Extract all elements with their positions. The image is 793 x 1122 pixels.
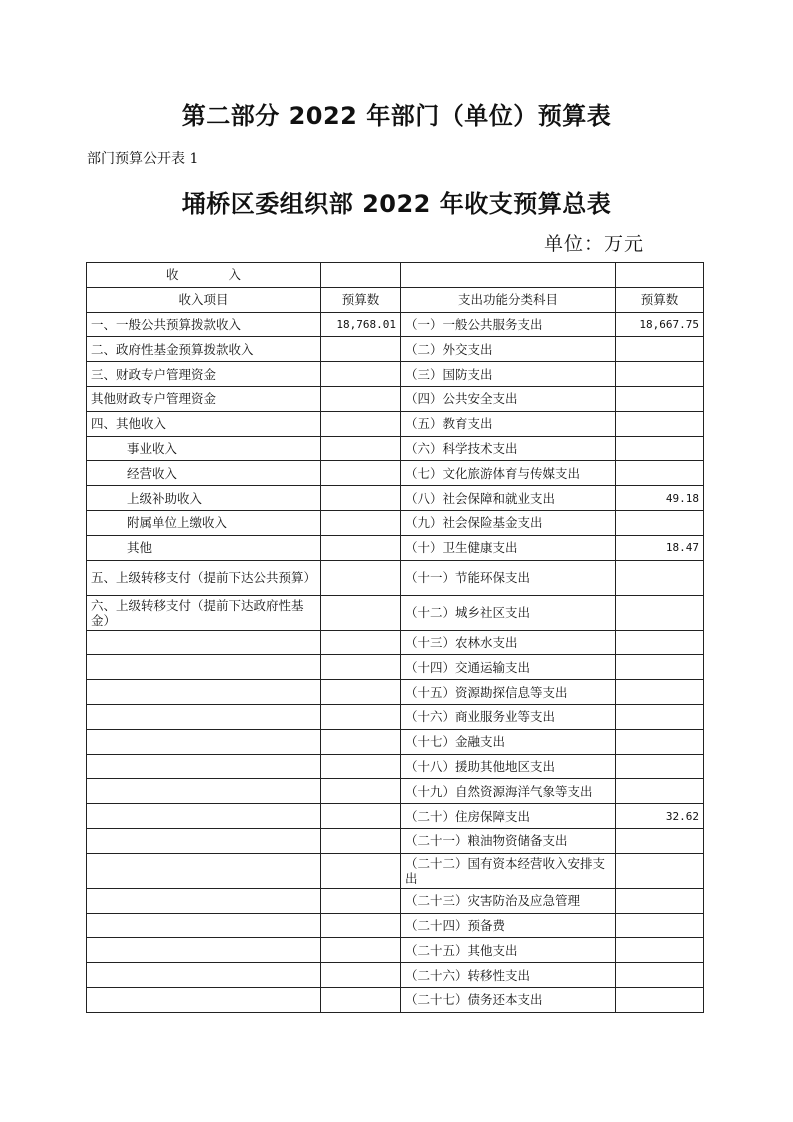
expense-amount-cell: 32.62: [616, 804, 704, 829]
income-amount-cell: [321, 729, 401, 754]
income-item-cell: 附属单位上缴收入: [87, 510, 321, 535]
income-amount-cell: [321, 655, 401, 680]
table-row: [87, 913, 704, 938]
expense-amount-cell: [616, 680, 704, 705]
income-amount-cell: [321, 595, 401, 630]
income-item-cell: [87, 804, 321, 829]
income-item-cell: [87, 828, 321, 853]
table-row: [87, 729, 704, 754]
income-amount-cell: [321, 913, 401, 938]
expense-amount-cell: [616, 963, 704, 988]
expense-amount-cell: [616, 337, 704, 362]
income-item-cell: [87, 655, 321, 680]
income-item-cell: [87, 888, 321, 913]
income-item-cell: [87, 987, 321, 1012]
budget-summary-table: [86, 262, 704, 1013]
income-amount-cell: [321, 987, 401, 1012]
table-row: [87, 779, 704, 804]
income-item-cell: 上级补助收入: [87, 486, 321, 511]
income-group-header: 收 入: [87, 263, 321, 288]
expense-amount-cell: [616, 630, 704, 655]
income-amount-cell: [321, 411, 401, 436]
header-row-columns: [87, 287, 704, 312]
income-item-cell: 三、财政专户管理资金: [87, 362, 321, 387]
income-item-cell: 二、政府性基金预算拨款收入: [87, 337, 321, 362]
expense-item-cell: （八）社会保障和就业支出: [401, 486, 616, 511]
expense-item-cell: （二十三）灾害防治及应急管理: [401, 888, 616, 913]
table-row: [87, 888, 704, 913]
income-item-cell: [87, 913, 321, 938]
income-amount-cell: [321, 386, 401, 411]
table-row: [87, 938, 704, 963]
income-amount-header: 预算数: [321, 287, 401, 312]
table-row: [87, 312, 704, 337]
income-item-cell: 五、上级转移支付（提前下达公共预算）: [87, 560, 321, 595]
income-item-cell: [87, 704, 321, 729]
expense-item-cell: （十三）农林水支出: [401, 630, 616, 655]
expense-item-cell: （二）外交支出: [401, 337, 616, 362]
income-amount-cell: [321, 938, 401, 963]
expense-amount-cell: [616, 853, 704, 888]
expense-item-cell: （十五）资源勘探信息等支出: [401, 680, 616, 705]
table-row: [87, 987, 704, 1012]
income-amount-cell: [321, 779, 401, 804]
income-item-cell: 其他财政专户管理资金: [87, 386, 321, 411]
table-row: [87, 411, 704, 436]
income-item-cell: [87, 938, 321, 963]
table-row: [87, 535, 704, 560]
table-row: [87, 461, 704, 486]
table-row: [87, 655, 704, 680]
expense-amount-cell: [616, 754, 704, 779]
header-empty-cell: [616, 263, 704, 288]
expense-amount-cell: [616, 560, 704, 595]
expense-item-cell: （六）科学技术支出: [401, 436, 616, 461]
income-amount-cell: [321, 560, 401, 595]
header-empty-cell: [401, 263, 616, 288]
income-amount-cell: [321, 963, 401, 988]
income-item-cell: [87, 729, 321, 754]
income-item-cell: 其他: [87, 535, 321, 560]
expense-item-header: 支出功能分类科目: [401, 287, 616, 312]
expense-item-cell: （十）卫生健康支出: [401, 535, 616, 560]
income-amount-cell: [321, 828, 401, 853]
income-amount-cell: [321, 853, 401, 888]
income-amount-cell: [321, 630, 401, 655]
income-amount-cell: [321, 510, 401, 535]
expense-item-cell: （九）社会保险基金支出: [401, 510, 616, 535]
expense-amount-cell: [616, 655, 704, 680]
income-item-cell: 经营收入: [87, 461, 321, 486]
expense-amount-cell: [616, 938, 704, 963]
income-amount-cell: [321, 436, 401, 461]
income-amount-cell: [321, 888, 401, 913]
table-row: [87, 963, 704, 988]
income-amount-cell: [321, 680, 401, 705]
expense-item-cell: （二十）住房保障支出: [401, 804, 616, 829]
expense-item-cell: （四）公共安全支出: [401, 386, 616, 411]
table-row: [87, 754, 704, 779]
expense-item-cell: （十八）援助其他地区支出: [401, 754, 616, 779]
table-row: [87, 828, 704, 853]
expense-item-cell: （二十六）转移性支出: [401, 963, 616, 988]
income-item-cell: 事业收入: [87, 436, 321, 461]
table-row: [87, 436, 704, 461]
table-row: [87, 804, 704, 829]
expense-item-cell: （一）一般公共服务支出: [401, 312, 616, 337]
income-item-cell: 一、一般公共预算拨款收入: [87, 312, 321, 337]
table-row: [87, 337, 704, 362]
expense-amount-cell: [616, 595, 704, 630]
table-code: 部门预算公开表 1: [87, 151, 199, 167]
table-row: [87, 630, 704, 655]
header-row-group: [87, 263, 704, 288]
expense-amount-cell: [616, 461, 704, 486]
income-item-cell: [87, 680, 321, 705]
expense-amount-cell: [616, 362, 704, 387]
income-amount-cell: [321, 704, 401, 729]
income-amount-cell: 18,768.01: [321, 312, 401, 337]
expense-amount-cell: [616, 436, 704, 461]
budget-table-body: [87, 263, 704, 1013]
expense-item-cell: （二十五）其他支出: [401, 938, 616, 963]
table-title: 埇桥区委组织部 2022 年收支预算总表: [181, 190, 612, 218]
expense-item-cell: （十七）金融支出: [401, 729, 616, 754]
expense-amount-cell: [616, 888, 704, 913]
expense-amount-cell: [616, 510, 704, 535]
table-row: [87, 510, 704, 535]
expense-amount-header: 预算数: [616, 287, 704, 312]
expense-item-cell: （二十二）国有资本经营收入安排支出: [401, 853, 616, 888]
expense-item-cell: （三）国防支出: [401, 362, 616, 387]
income-amount-cell: [321, 461, 401, 486]
table-row: [87, 704, 704, 729]
income-item-header: 收入项目: [87, 287, 321, 312]
income-item-cell: 四、其他收入: [87, 411, 321, 436]
expense-item-cell: （十二）城乡社区支出: [401, 595, 616, 630]
table-row: [87, 680, 704, 705]
expense-amount-cell: 49.18: [616, 486, 704, 511]
table-row: [87, 853, 704, 888]
expense-item-cell: （十六）商业服务业等支出: [401, 704, 616, 729]
expense-item-cell: （五）教育支出: [401, 411, 616, 436]
header-empty-cell: [321, 263, 401, 288]
expense-item-cell: （二十一）粮油物资储备支出: [401, 828, 616, 853]
income-amount-cell: [321, 804, 401, 829]
expense-amount-cell: [616, 779, 704, 804]
expense-amount-cell: [616, 913, 704, 938]
expense-amount-cell: [616, 704, 704, 729]
income-item-cell: [87, 754, 321, 779]
expense-item-cell: （十一）节能环保支出: [401, 560, 616, 595]
income-amount-cell: [321, 362, 401, 387]
table-row: [87, 560, 704, 595]
income-amount-cell: [321, 337, 401, 362]
income-item-cell: [87, 963, 321, 988]
expense-amount-cell: 18.47: [616, 535, 704, 560]
page-title: 第二部分 2022 年部门（单位）预算表: [181, 102, 612, 130]
expense-amount-cell: [616, 828, 704, 853]
expense-item-cell: （十四）交通运输支出: [401, 655, 616, 680]
table-row: [87, 386, 704, 411]
income-item-cell: 六、上级转移支付（提前下达政府性基金）: [87, 595, 321, 630]
income-item-cell: [87, 630, 321, 655]
table-row: [87, 362, 704, 387]
expense-item-cell: （二十七）债务还本支出: [401, 987, 616, 1012]
expense-amount-cell: [616, 729, 704, 754]
expense-item-cell: （二十四）预备费: [401, 913, 616, 938]
expense-amount-cell: [616, 411, 704, 436]
expense-amount-cell: [616, 386, 704, 411]
income-amount-cell: [321, 535, 401, 560]
table-row: [87, 595, 704, 630]
expense-amount-cell: 18,667.75: [616, 312, 704, 337]
unit-label: 单位：万元: [544, 233, 645, 255]
table-row: [87, 486, 704, 511]
income-item-cell: [87, 853, 321, 888]
expense-item-cell: （七）文化旅游体育与传媒支出: [401, 461, 616, 486]
income-item-cell: [87, 779, 321, 804]
income-amount-cell: [321, 486, 401, 511]
expense-item-cell: （十九）自然资源海洋气象等支出: [401, 779, 616, 804]
income-amount-cell: [321, 754, 401, 779]
expense-amount-cell: [616, 987, 704, 1012]
